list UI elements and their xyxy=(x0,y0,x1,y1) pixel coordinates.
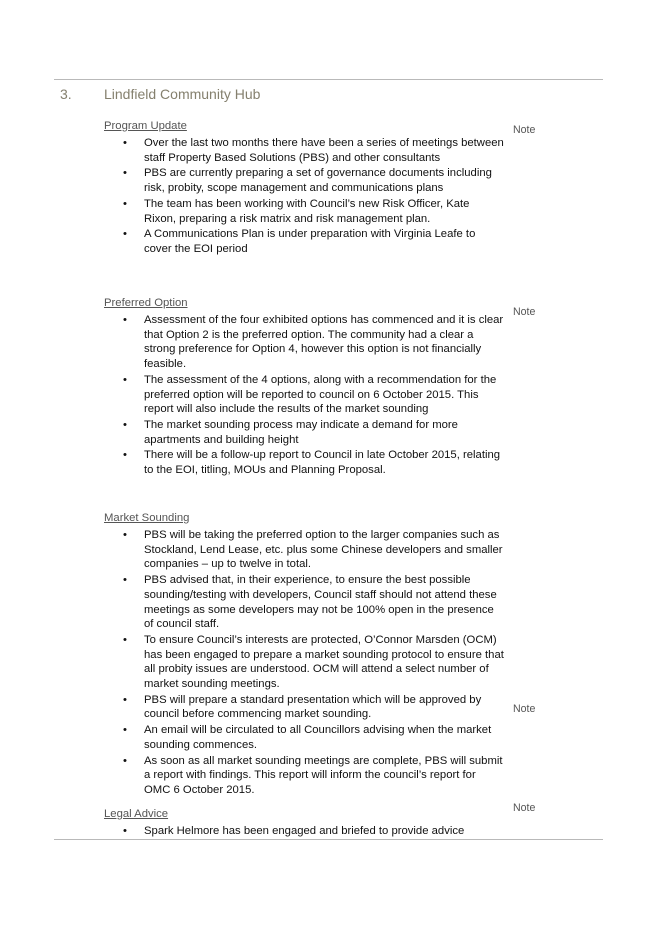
bullet-icon: • xyxy=(123,529,127,541)
legal-advice-heading: Legal Advice xyxy=(104,808,169,820)
note-preferred-option: Note xyxy=(513,306,536,318)
section-number: 3. xyxy=(60,86,72,102)
legal-advice-list xyxy=(104,824,504,839)
bullet-icon: • xyxy=(123,314,127,326)
bullet-icon: • xyxy=(123,825,127,837)
bullet-icon: • xyxy=(123,373,127,386)
list-item-text: PBS will be taking the preferred option to the larger companies such as Stockland, Lend Lease, etc. plus some Chinese developers and smaller companies – up to twelve in total. xyxy=(144,529,503,571)
list-item xyxy=(104,418,504,447)
list-item-text: PBS advised that, in their experience, to ensure the best possible sounding/testing with developers, Council staff should not attend these meetings as some developers may not be 100% open in the presence of council staff. xyxy=(144,574,497,631)
list-item-text: There will be a follow-up report to Council in late October 2015, relating to the EOI, titling, MOUs and Planning Proposal. xyxy=(144,449,501,477)
list-item xyxy=(104,197,504,226)
list-item xyxy=(104,723,504,752)
market-sounding-heading: Market Sounding xyxy=(104,512,190,524)
bullet-icon: • xyxy=(123,754,127,767)
legal-advice-block xyxy=(104,807,504,840)
bottom-rule xyxy=(54,839,603,840)
list-item-text: An email will be circulated to all Councillors advising when the market sounding commences. xyxy=(144,724,492,751)
bullet-icon: • xyxy=(123,167,127,180)
section-title: Lindfield Community Hub xyxy=(104,86,261,102)
list-item-text: As soon as all market sounding meetings are complete, PBS will submit a report with findings. This report will inform the council’s report for OMC 6 October 2015. xyxy=(144,754,503,796)
note-program-update: Note xyxy=(513,124,536,136)
list-item xyxy=(104,573,504,632)
list-item xyxy=(104,448,504,477)
bullet-icon: • xyxy=(123,197,127,210)
bullet-icon: • xyxy=(123,418,127,431)
bullet-icon: • xyxy=(123,724,127,737)
program-update-block xyxy=(104,119,504,258)
bullet-icon: • xyxy=(123,633,127,646)
list-item xyxy=(104,528,504,572)
list-item-text: To ensure Council’s interests are protected, O’Connor Marsden (OCM) has been engaged to prepare a market sounding protocol to ensure that all probity issues are understood. OCM will attend a select number of market sounding meetings. xyxy=(144,633,504,691)
program-update-list xyxy=(104,136,504,257)
list-item-text: The market sounding process may indicate a demand for more apartments and building height xyxy=(144,418,458,446)
list-item xyxy=(104,166,504,195)
program-update-heading: Program Update xyxy=(104,120,187,132)
bullet-icon: • xyxy=(123,137,127,149)
preferred-option-heading: Preferred Option xyxy=(104,297,188,309)
list-item-text: Assessment of the four exhibited options has commenced and it is clear that Option 2 is the preferred option. The community had a clear a strong preference for Option 4, however this option is not financially feasible. xyxy=(144,314,504,371)
list-item xyxy=(104,227,504,256)
list-item xyxy=(104,824,504,839)
bullet-icon: • xyxy=(123,574,127,587)
market-sounding-list xyxy=(104,528,504,798)
list-item-text: PBS are currently preparing a set of governance documents including risk, probity, scope management and communications plans xyxy=(144,167,492,195)
list-item-text: Spark Helmore has been engaged and briefed to provide advice xyxy=(144,825,465,837)
list-item xyxy=(104,313,504,372)
bullet-icon: • xyxy=(123,228,127,241)
list-item xyxy=(104,633,504,692)
preferred-option-block xyxy=(104,296,504,479)
list-item xyxy=(104,373,504,417)
list-item xyxy=(104,754,504,798)
bullet-icon: • xyxy=(123,693,127,706)
note-legal-advice: Note xyxy=(513,802,536,814)
list-item-text: PBS will prepare a standard presentation which will be approved by council before commencing market sounding. xyxy=(144,693,482,721)
note-market-sounding: Note xyxy=(513,703,536,715)
list-item-text: Over the last two months there have been a series of meetings between staff Property Based Solutions (PBS) and other consultants xyxy=(144,137,504,164)
bullet-icon: • xyxy=(123,449,127,462)
top-rule xyxy=(54,79,603,80)
list-item-text: The assessment of the 4 options, along with a recommendation for the preferred option will be reported to council on 6 October 2015. This report will also include the results of the market sounding xyxy=(144,373,497,416)
preferred-option-list xyxy=(104,313,504,478)
market-sounding-block xyxy=(104,511,504,799)
list-item-text: The team has been working with Council’s new Risk Officer, Kate Rixon, preparing a risk matrix and risk management plan. xyxy=(144,197,470,225)
list-item-text: A Communications Plan is under preparation with Virginia Leafe to cover the EOI period xyxy=(144,228,476,255)
list-item xyxy=(104,693,504,722)
list-item xyxy=(104,136,504,165)
